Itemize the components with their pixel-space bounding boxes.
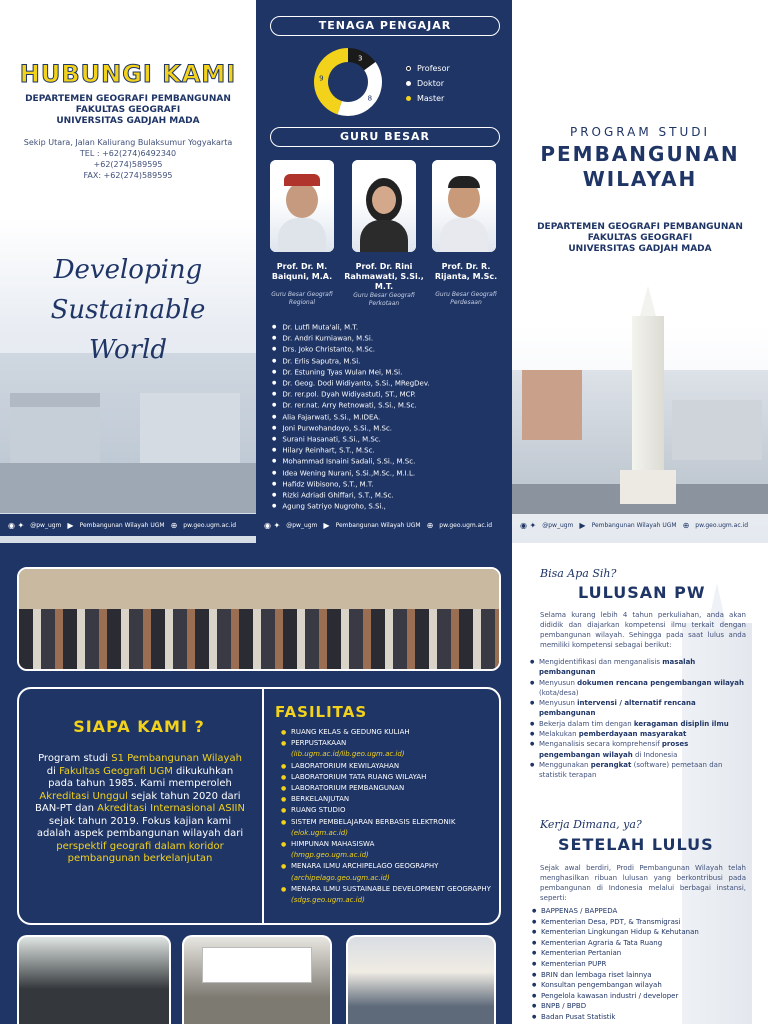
fasilitas-link: (lib.ugm.ac.id/lib.geo.ugm.ac.id) xyxy=(291,750,405,759)
employer-item: ● Kementerian Lingkungan Hidup & Kehutanan xyxy=(532,927,732,938)
dept-line: DEPARTEMEN GEOGRAFI PEMBANGUNAN xyxy=(537,222,743,232)
contact-title: HUBUNGI KAMI xyxy=(19,60,237,88)
employer-item: ● BNPB / BPBD xyxy=(532,1001,732,1012)
cover-panel xyxy=(512,0,768,543)
lulusan-item xyxy=(530,760,746,781)
lulusan-text: Mengidentifikasi dan menganalisis xyxy=(539,658,663,666)
setelah-intro: Sejak awal berdiri, Prodi Pembangunan Wilayah telah menghasilkan ribuan lulusan yang berkontribusi pada pembangunan di Indonesia melalui berbagai instansi, seperti: xyxy=(540,864,746,902)
prof-name: Prof. Dr. R. Rijanta, M.Sc. xyxy=(434,262,498,281)
prof-role: Guru Besar Geografi Regional xyxy=(271,291,333,306)
tugu-spire xyxy=(640,286,656,316)
contact-address xyxy=(0,137,256,181)
fasilitas-item: ● HIMPUNAN MAHASISWA xyxy=(281,839,495,850)
dept-line: DEPARTEMEN GEOGRAFI PEMBANGUNAN xyxy=(25,94,231,104)
siapa-hl: Akreditasi Internasional ASIIN xyxy=(97,803,245,814)
lulusan-item xyxy=(530,698,746,719)
staff-item: ● Dr. rer.pol. Dyah Widiyastuti, ST., MCP. xyxy=(272,389,430,400)
phone-2[interactable]: +62(274)589595 xyxy=(93,160,163,169)
siapa-t: di xyxy=(46,765,60,777)
lulusan-item xyxy=(530,678,746,699)
about-panel xyxy=(0,543,512,1024)
cover-dept xyxy=(512,222,768,255)
web-icon: ⊕ xyxy=(682,520,690,530)
teaching-donut-chart xyxy=(310,44,386,120)
siapa-hl: Akreditasi Unggul xyxy=(39,790,128,802)
tugu-monument xyxy=(632,316,664,476)
program-label: PROGRAM STUDI xyxy=(569,125,711,139)
footer-bar xyxy=(512,514,768,536)
lulusan-bold: keragaman disiplin ilmu xyxy=(633,719,729,728)
prof-photo xyxy=(432,160,496,252)
program-name xyxy=(512,142,768,192)
staff-item: ● Dr. Andri Kurniawan, M.Si. xyxy=(272,333,430,344)
social-handle[interactable]: @pw_ugm xyxy=(30,521,62,529)
prof-3 xyxy=(428,262,504,307)
social-icons: ◉ ✦ xyxy=(520,520,537,530)
info-box xyxy=(17,687,501,925)
lulusan-text: Menyusun xyxy=(539,699,578,708)
tagline-line: World xyxy=(89,335,167,365)
staff-panel xyxy=(256,0,512,543)
tagline-line: Developing xyxy=(53,255,203,285)
legend-label: Master xyxy=(417,94,445,103)
address-line: Sekip Utara, Jalan Kaliurang Bulaksumur Yogyakarta xyxy=(23,138,233,147)
donut-value-label: 3 xyxy=(358,54,363,63)
siapa-hl: Fakultas Geografi UGM xyxy=(59,765,173,777)
staff-item: ● Agung Satriyo Nugroho, S.Si., xyxy=(272,501,430,512)
fasilitas-item: ● SISTEM PEMBELAJARAN BERBASIS ELEKTRONIK xyxy=(281,817,495,828)
lulusan-item xyxy=(530,739,746,760)
lulusan-bold: masalah pembangunan xyxy=(539,658,696,677)
fasilitas-item: ● PERPUSTAKAAN xyxy=(281,738,495,749)
channel-name[interactable]: Pembangunan Wilayah UGM xyxy=(79,521,165,529)
setelah-title: SETELAH LULUS xyxy=(558,835,714,854)
prof-role: Guru Besar Geografi Perdesaan xyxy=(435,291,497,306)
youtube-icon: ▶ xyxy=(323,520,330,530)
event-photo-1 xyxy=(17,935,171,1024)
donut-value-label: 9 xyxy=(319,74,324,83)
fasilitas-item: ● RUANG KELAS & GEDUNG KULIAH xyxy=(281,727,495,738)
prof-2 xyxy=(344,262,424,308)
dept-line: FAKULTAS GEOGRAFI xyxy=(587,233,693,243)
employer-item: ● BAPPENAS / BAPPEDA xyxy=(532,906,732,917)
fasilitas-link: (sdgs.geo.ugm.ac.id) xyxy=(291,896,365,905)
prof-photo xyxy=(270,160,334,252)
siapa-t: dikukuhkan pada tahun 1985. Kami memperoleh xyxy=(48,765,234,789)
staff-item: ● Dr. Lutfi Muta'ali, M.T. xyxy=(272,322,430,333)
prof-photo xyxy=(352,160,416,252)
staff-item: ● Hafidz Wibisono, S.T., M.T. xyxy=(272,479,430,490)
fasilitas-item: ● LABORATORIUM PEMBANGUNAN xyxy=(281,783,495,794)
event-photo-2 xyxy=(182,935,332,1024)
siapa-t: sejak tahun 2019. Fokus kajian kami adalah aspek pembangunan wilayah dari xyxy=(36,815,244,839)
guru-besar-title: GURU BESAR xyxy=(270,127,500,147)
siapa-text xyxy=(33,753,247,866)
setelah-list xyxy=(532,906,732,1023)
tagline-line: Sustainable xyxy=(50,295,206,325)
lulusan-item xyxy=(530,729,746,739)
web-icon: ⊕ xyxy=(170,520,178,530)
web-icon: ⊕ xyxy=(426,520,434,530)
social-handle[interactable]: @pw_ugm xyxy=(286,521,318,529)
fasilitas-list xyxy=(281,727,495,906)
tugu-base xyxy=(620,470,676,504)
footer-bar xyxy=(256,514,512,536)
dept-line: UNIVERSITAS GADJAH MADA xyxy=(56,116,200,126)
staff-item: ● Mohammad Isnaini Sadali, S.Si., M.Sc. xyxy=(272,456,430,467)
lulusan-text: Melakukan xyxy=(539,730,579,739)
lulusan-bold: proses pengembangan wilayah xyxy=(539,740,689,759)
staff-item: ● Dr. Geog. Dodi Widiyanto, S.Si., MRegDev. xyxy=(272,378,430,389)
lulusan-intro: Selama kurang lebih 4 tahun perkuliahan, anda akan dididik dan diajarkan kompetensi ilmu terkait dengan pembangunan wilayah. Sehingga pada saat lulus anda memiliki kompetensi sebagai berikut: xyxy=(540,611,746,649)
event-photo-3 xyxy=(346,935,496,1024)
program-name-line: WILAYAH xyxy=(582,167,698,191)
prof-name: Prof. Dr. Rini Rahmawati, S.Si., M.T. xyxy=(344,262,424,291)
fasilitas-item: ● RUANG STUDIO xyxy=(281,805,495,816)
social-icons: ◉ ✦ xyxy=(264,520,281,530)
fasilitas-link: (elok.ugm.ac.id) xyxy=(291,828,348,837)
lulusan-text: Bekerja dalam tim dengan xyxy=(539,719,634,728)
staff-item: ● Drs. Joko Christanto, M.Sc. xyxy=(272,344,430,355)
staff-item: ● Rizki Adriadi Ghiffari, S.T., M.Sc. xyxy=(272,490,430,501)
legend-label: Profesor xyxy=(417,64,450,73)
lulusan-list xyxy=(530,657,746,781)
employer-item: ● Kementerian Pertanian xyxy=(532,948,732,959)
staff-item: ● Dr. rer.nat. Arry Retnowati, S.Si., M.Sc. xyxy=(272,400,430,411)
siapa-title: SIAPA KAMI ? xyxy=(73,717,205,736)
donut-value-label: 8 xyxy=(367,94,373,103)
employer-item: ● Konsultan pengembangan wilayah xyxy=(532,980,732,991)
employer-item: ● Kementerian PUPR xyxy=(532,959,732,970)
fasilitas-link: (hmgp.geo.ugm.ac.id) xyxy=(291,851,369,860)
legend-item xyxy=(406,61,450,76)
lulusan-bold: intervensi / alternatif rencana pembangunan xyxy=(539,699,696,718)
dept-line: UNIVERSITAS GADJAH MADA xyxy=(568,244,712,254)
legend-label: Doktor xyxy=(417,79,445,88)
teaching-title: TENAGA PENGAJAR xyxy=(270,16,500,36)
graduate-panel xyxy=(512,543,768,1024)
lulusan-item xyxy=(530,657,746,678)
dept-line: FAKULTAS GEOGRAFI xyxy=(75,105,181,115)
lulusan-script: Bisa Apa Sih? xyxy=(540,567,617,580)
lulusan-bold: perangkat xyxy=(590,760,632,769)
tagline xyxy=(0,250,256,370)
siapa-t: sejak tahun 2020 dari BAN-PT dan xyxy=(35,790,241,814)
prof-name: Prof. Dr. M. Baiquni, M.A. xyxy=(271,262,333,281)
siapa-hl: perspektif geografi dalam koridor pembangunan berkelanjutan xyxy=(56,840,224,864)
staff-item: ● Dr. Erlis Saputra, M.Si. xyxy=(272,356,430,367)
employer-item: ● Pengelola kawasan industri / developer xyxy=(532,991,732,1002)
employer-item: ● Badan Pusat Statistik xyxy=(532,1012,732,1023)
fasilitas-item: ● MENARA ILMU ARCHIPELAGO GEOGRAPHY xyxy=(281,861,495,872)
lulusan-bold: dokumen rencana pengembangan wilayah xyxy=(577,678,744,687)
social-icons: ◉ ✦ xyxy=(8,520,25,530)
siapa-t: Program studi xyxy=(38,753,112,764)
prof-role: Guru Besar Geografi Perkotaan xyxy=(353,292,415,307)
legend-item xyxy=(406,76,450,91)
youtube-icon: ▶ xyxy=(579,520,586,530)
lulusan-text: Menggunakan xyxy=(539,760,591,769)
footer-bar xyxy=(0,514,256,536)
lulusan-text: Menganalisis secara komprehensif xyxy=(539,740,662,749)
lulusan-title: LULUSAN PW xyxy=(578,583,706,602)
employer-item: ● Kementerian Agraria & Tata Ruang xyxy=(532,938,732,949)
lulusan-bold: pemberdayaan masyarakat xyxy=(578,730,687,739)
siapa-hl: S1 Pembangunan Wilayah xyxy=(111,753,242,764)
program-name-line: PEMBANGUNAN xyxy=(540,142,740,166)
lulusan-item xyxy=(530,719,746,729)
website-link[interactable]: pw.geo.ugm.ac.id xyxy=(439,521,493,529)
contact-dept xyxy=(0,94,256,127)
staff-item: ● Surani Hasanati, S.Si., M.Sc. xyxy=(272,434,430,445)
fasilitas-item: ● MENARA ILMU SUSTAINABLE DEVELOPMENT GEOGRAPHY xyxy=(281,884,495,895)
contact-panel xyxy=(0,0,256,543)
phone-1[interactable]: TEL : +62(274)6492340 xyxy=(79,149,177,158)
fasilitas-link: (archipelago.geo.ugm.ac.id) xyxy=(291,873,390,882)
employer-item: ● Kementerian Desa, PDT, & Transmigrasi xyxy=(532,917,732,928)
fasilitas-item: ● LABORATORIUM KEWILAYAHAN xyxy=(281,761,495,772)
youtube-icon: ▶ xyxy=(67,520,74,530)
website-link[interactable]: pw.geo.ugm.ac.id xyxy=(183,521,237,529)
employer-item: ● BRIN dan lembaga riset lainnya xyxy=(532,970,732,981)
lulusan-text: Menyusun xyxy=(539,678,578,687)
social-handle[interactable]: @pw_ugm xyxy=(542,521,574,529)
channel-name[interactable]: Pembangunan Wilayah UGM xyxy=(335,521,421,529)
lulusan-text: (kota/desa) xyxy=(539,688,579,697)
fasilitas-item: ● LABORATORIUM TATA RUANG WILAYAH xyxy=(281,772,495,783)
channel-name[interactable]: Pembangunan Wilayah UGM xyxy=(591,521,677,529)
chart-legend xyxy=(406,61,450,106)
city-street-photo xyxy=(0,353,256,513)
website-link[interactable]: pw.geo.ugm.ac.id xyxy=(695,521,749,529)
prof-1 xyxy=(266,262,338,307)
staff-item: ● Dr. Estuning Tyas Wulan Mei, M.Si. xyxy=(272,367,430,378)
lulusan-text: (software) pemetaan dan statistik terapan xyxy=(539,760,723,780)
legend-item xyxy=(406,91,450,106)
fax: FAX: +62(274)589595 xyxy=(83,171,173,180)
staff-item: ● Alia Fajarwati, S.Si., M.IDEA. xyxy=(272,412,430,423)
staff-item: ● Idea Wening Nurani, S.Si.,M.Sc., M.I.L. xyxy=(272,468,430,479)
setelah-script: Kerja Dimana, ya? xyxy=(540,818,642,831)
staff-item: ● Joni Purwohandoyo, S.Si., M.Sc. xyxy=(272,423,430,434)
staff-list xyxy=(272,322,430,512)
staff-item: ● Hilary Reinhart, S.T., M.Sc. xyxy=(272,445,430,456)
lulusan-text: di Indonesia xyxy=(632,750,678,759)
fasilitas-title: FASILITAS xyxy=(275,703,368,721)
fasilitas-item: ● BERKELANJUTAN xyxy=(281,794,495,805)
donut-slice-doktor xyxy=(337,62,382,116)
group-photo xyxy=(17,567,501,671)
